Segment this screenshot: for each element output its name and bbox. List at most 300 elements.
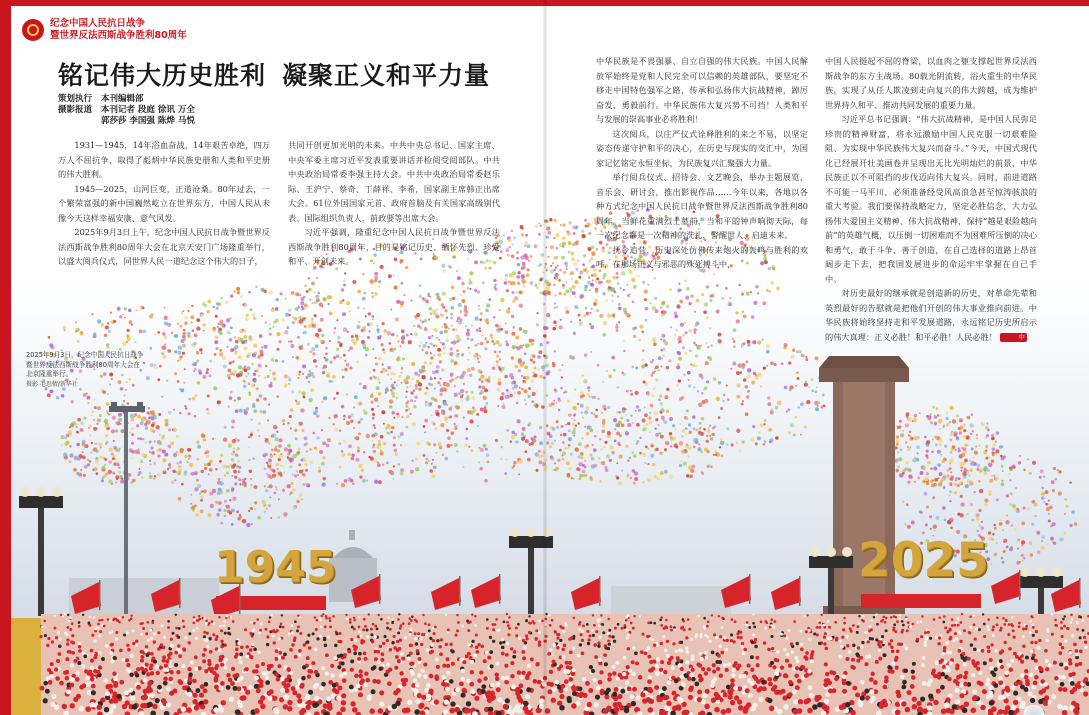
- balloon: [134, 450, 138, 454]
- spectator: [662, 695, 667, 700]
- balloon: [380, 449, 382, 451]
- balloon: [659, 452, 662, 455]
- balloon: [443, 352, 445, 354]
- balloon: [478, 307, 481, 310]
- balloon: [1009, 503, 1012, 506]
- balloon: [766, 344, 770, 348]
- balloon: [122, 342, 126, 346]
- spectator: [449, 679, 454, 684]
- balloon: [571, 418, 573, 420]
- balloon: [518, 369, 521, 372]
- balloon: [654, 427, 656, 429]
- spectator: [147, 639, 150, 642]
- balloon: [563, 256, 565, 258]
- balloon: [477, 425, 479, 427]
- spectator: [456, 629, 459, 632]
- balloon: [372, 348, 374, 350]
- balloon: [223, 437, 227, 441]
- balloon: [131, 428, 133, 430]
- balloon: [259, 394, 263, 398]
- balloon: [663, 348, 666, 351]
- balloon: [149, 451, 151, 453]
- balloon: [238, 365, 242, 369]
- balloon: [616, 329, 619, 332]
- balloon: [230, 348, 234, 352]
- balloon: [411, 300, 413, 302]
- spectator: [820, 614, 822, 616]
- balloon: [636, 440, 639, 443]
- balloon: [983, 451, 987, 455]
- balloon: [590, 266, 592, 268]
- balloon: [139, 468, 141, 470]
- balloon: [477, 290, 480, 293]
- spectator: [277, 664, 281, 668]
- balloon: [433, 423, 436, 426]
- balloon: [141, 417, 145, 421]
- balloon: [500, 298, 504, 302]
- balloon: [185, 407, 187, 409]
- balloon: [795, 385, 797, 387]
- balloon: [607, 431, 611, 435]
- balloon: [960, 495, 963, 498]
- spectator: [551, 698, 556, 703]
- balloon: [445, 330, 447, 332]
- balloon: [811, 390, 813, 392]
- balloon: [368, 330, 370, 332]
- balloon: [937, 477, 939, 479]
- balloon: [184, 368, 186, 370]
- balloon: [180, 450, 184, 454]
- balloon: [296, 471, 298, 473]
- balloon: [791, 355, 795, 359]
- balloon: [623, 350, 625, 352]
- balloon: [736, 429, 740, 433]
- spectator: [1083, 692, 1088, 697]
- spectator: [721, 709, 727, 715]
- balloon: [686, 417, 689, 420]
- spectator: [382, 642, 385, 645]
- balloon: [970, 503, 973, 506]
- balloon: [559, 292, 562, 295]
- balloon: [180, 339, 184, 343]
- balloon: [364, 292, 367, 295]
- balloon: [478, 305, 480, 307]
- balloon: [231, 523, 234, 526]
- spectator: [350, 659, 354, 663]
- balloon: [971, 519, 974, 522]
- balloon: [553, 327, 557, 331]
- balloon: [411, 459, 413, 461]
- balloon: [290, 491, 293, 494]
- balloon: [425, 342, 427, 344]
- balloon: [230, 391, 233, 394]
- balloon: [308, 381, 310, 383]
- balloon: [701, 417, 705, 421]
- spectator: [672, 642, 675, 645]
- balloon: [287, 422, 289, 424]
- balloon: [618, 303, 621, 306]
- balloon: [634, 471, 638, 475]
- balloon: [626, 390, 629, 393]
- spectator: [288, 632, 291, 635]
- spectator: [1034, 641, 1037, 644]
- balloon: [415, 467, 419, 471]
- balloon: [277, 468, 279, 470]
- balloon: [601, 430, 604, 433]
- balloon: [897, 426, 900, 429]
- balloon: [674, 311, 677, 314]
- balloon: [193, 370, 195, 372]
- spectator: [887, 665, 891, 669]
- balloon: [266, 473, 268, 475]
- spectator: [170, 638, 173, 641]
- balloon: [578, 422, 580, 424]
- balloon: [130, 418, 134, 422]
- balloon: [950, 406, 954, 410]
- balloon: [137, 415, 141, 419]
- balloon: [481, 380, 484, 383]
- balloon: [377, 331, 380, 334]
- balloon: [275, 359, 278, 362]
- balloon: [315, 407, 318, 410]
- balloon: [506, 459, 508, 461]
- balloon: [679, 283, 681, 285]
- balloon: [584, 353, 588, 357]
- spectator: [1034, 659, 1038, 663]
- balloon: [312, 302, 314, 304]
- balloon: [770, 281, 774, 285]
- spectator: [989, 666, 993, 670]
- balloon: [303, 308, 305, 310]
- balloon: [939, 472, 943, 476]
- balloon: [411, 362, 415, 366]
- balloon: [913, 418, 917, 422]
- balloon: [565, 391, 568, 394]
- balloon: [486, 379, 490, 383]
- balloon: [566, 461, 570, 465]
- balloon: [662, 301, 665, 304]
- balloon: [401, 340, 405, 344]
- balloon: [282, 360, 285, 363]
- balloon: [753, 372, 756, 375]
- balloon: [413, 324, 416, 327]
- balloon: [429, 362, 432, 365]
- balloon: [250, 308, 253, 311]
- balloon: [474, 344, 477, 347]
- balloon: [352, 482, 355, 485]
- balloon: [1023, 557, 1026, 560]
- spectator: [483, 659, 487, 663]
- balloon: [195, 513, 199, 517]
- balloon: [395, 397, 398, 400]
- balloon: [61, 394, 64, 397]
- spectator: [564, 679, 569, 684]
- balloon: [231, 426, 234, 429]
- balloon: [194, 368, 197, 371]
- balloon: [108, 414, 110, 416]
- balloon: [300, 408, 304, 412]
- balloon: [539, 426, 542, 429]
- balloon: [410, 392, 413, 395]
- spectator: [591, 669, 595, 673]
- spectator: [43, 620, 46, 623]
- flag: [571, 578, 601, 610]
- balloon: [362, 326, 366, 330]
- spectator: [1025, 656, 1029, 660]
- balloon: [252, 457, 255, 460]
- spectator: [187, 667, 191, 671]
- spectator: [991, 628, 994, 631]
- balloon: [422, 297, 425, 300]
- balloon: [341, 450, 344, 453]
- spectator: [890, 639, 893, 642]
- balloon: [795, 416, 798, 419]
- balloon: [1064, 513, 1066, 515]
- balloon: [654, 277, 656, 279]
- balloon: [219, 352, 223, 356]
- lamp-globe: [510, 527, 520, 537]
- balloon: [447, 436, 451, 440]
- balloon: [151, 424, 155, 428]
- spectator: [358, 625, 361, 628]
- balloon: [438, 442, 442, 446]
- balloon: [396, 384, 398, 386]
- balloon: [483, 409, 487, 413]
- balloon: [746, 292, 750, 296]
- balloon: [401, 382, 403, 384]
- balloon: [677, 363, 679, 365]
- spectator: [607, 618, 610, 621]
- balloon: [902, 430, 904, 432]
- balloon: [689, 431, 692, 434]
- balloon: [194, 471, 198, 475]
- balloon: [480, 375, 484, 379]
- balloon: [584, 426, 586, 428]
- balloon: [108, 330, 111, 333]
- balloon: [194, 394, 197, 397]
- spectator: [963, 662, 967, 666]
- spectator: [1051, 613, 1053, 615]
- spectator: [130, 614, 132, 616]
- balloon: [91, 442, 93, 444]
- balloon: [478, 369, 480, 371]
- balloon: [672, 424, 675, 427]
- balloon: [434, 328, 438, 332]
- spectator: [446, 657, 450, 661]
- balloon: [329, 340, 331, 342]
- balloon: [334, 414, 338, 418]
- balloon: [231, 475, 233, 477]
- balloon: [1009, 479, 1011, 481]
- spectator: [723, 663, 727, 667]
- balloon: [538, 460, 542, 464]
- spectator: [327, 635, 330, 638]
- spectator: [1003, 623, 1006, 626]
- spectator: [353, 651, 357, 655]
- balloon: [977, 530, 979, 532]
- spectator: [1025, 682, 1030, 687]
- balloon: [469, 278, 472, 281]
- balloon: [443, 401, 447, 405]
- balloon: [562, 284, 565, 287]
- balloon: [475, 317, 479, 321]
- flag: [721, 576, 751, 608]
- balloon: [1017, 538, 1020, 541]
- balloon: [378, 480, 382, 484]
- balloon: [907, 418, 911, 422]
- balloon: [246, 407, 249, 410]
- balloon: [210, 504, 214, 508]
- balloon: [944, 444, 947, 447]
- spectator: [415, 698, 420, 703]
- balloon: [76, 426, 78, 428]
- balloon: [266, 508, 268, 510]
- balloon: [718, 339, 722, 343]
- spectator: [447, 628, 450, 631]
- balloon: [146, 421, 148, 423]
- balloon: [383, 423, 385, 425]
- spectator: [206, 645, 210, 649]
- balloon: [611, 287, 615, 291]
- spectator: [145, 632, 148, 635]
- balloon: [306, 442, 309, 445]
- spectator: [612, 671, 616, 675]
- balloon: [516, 275, 520, 279]
- balloon: [927, 461, 931, 465]
- balloon: [592, 279, 594, 281]
- balloon: [362, 273, 365, 276]
- balloon: [83, 393, 87, 397]
- balloon: [1041, 536, 1045, 540]
- spectator: [400, 624, 403, 627]
- balloon: [148, 417, 151, 420]
- balloon: [528, 422, 531, 425]
- balloon: [269, 333, 272, 336]
- balloon: [696, 299, 700, 303]
- spectator: [287, 700, 292, 705]
- balloon: [419, 295, 422, 298]
- balloon: [95, 457, 98, 460]
- spectator: [497, 697, 502, 702]
- balloon: [538, 350, 542, 354]
- spectator: [972, 661, 976, 665]
- balloon: [823, 404, 826, 407]
- balloon: [248, 392, 251, 395]
- balloon: [250, 436, 252, 438]
- spectator: [79, 706, 85, 712]
- balloon: [471, 449, 474, 452]
- balloon: [553, 237, 555, 239]
- balloon: [292, 316, 295, 319]
- balloon: [538, 233, 541, 236]
- balloon: [984, 503, 987, 506]
- balloon: [479, 355, 481, 357]
- spectator: [46, 676, 51, 681]
- balloon: [258, 435, 260, 437]
- balloon: [189, 455, 192, 458]
- balloon: [558, 409, 560, 411]
- balloon: [76, 443, 80, 447]
- balloon: [638, 339, 641, 342]
- lamp-head: [809, 556, 853, 568]
- balloon: [241, 341, 244, 344]
- balloon: [608, 374, 612, 378]
- balloon: [496, 360, 499, 363]
- balloon: [568, 241, 572, 245]
- balloon: [532, 392, 536, 396]
- spectator: [53, 614, 55, 616]
- lamp-globe: [826, 547, 836, 557]
- balloon: [378, 280, 381, 283]
- spectator: [893, 623, 896, 626]
- balloon: [252, 405, 255, 408]
- balloon: [963, 429, 966, 432]
- spectator: [1082, 629, 1085, 632]
- balloon: [417, 324, 421, 328]
- balloon: [495, 324, 499, 328]
- spectator: [804, 615, 806, 617]
- balloon: [184, 321, 188, 325]
- balloon: [387, 366, 391, 370]
- balloon: [264, 468, 267, 471]
- balloon: [896, 439, 900, 443]
- balloon: [371, 315, 374, 318]
- balloon: [174, 479, 176, 481]
- balloon: [524, 450, 527, 453]
- balloon: [124, 317, 126, 319]
- spectator: [206, 632, 209, 635]
- balloon: [585, 270, 589, 274]
- balloon: [909, 435, 912, 438]
- balloon: [571, 252, 575, 256]
- balloon: [747, 368, 751, 372]
- balloon: [960, 502, 964, 506]
- spectator: [312, 632, 315, 635]
- balloon: [699, 422, 702, 425]
- balloon: [491, 340, 494, 343]
- balloon: [371, 393, 373, 395]
- balloon: [302, 373, 304, 375]
- spectator: [1034, 666, 1038, 670]
- balloon: [926, 472, 928, 474]
- spectator: [767, 648, 771, 652]
- balloon: [188, 398, 191, 401]
- spectator: [896, 620, 899, 623]
- balloon: [246, 314, 249, 317]
- balloon: [369, 377, 372, 380]
- balloon: [165, 453, 169, 457]
- balloon: [302, 391, 306, 395]
- balloon: [656, 448, 659, 451]
- balloon: [253, 317, 256, 320]
- balloon: [77, 457, 81, 461]
- balloon: [450, 316, 453, 319]
- spectator: [633, 615, 635, 617]
- spectator: [687, 618, 690, 621]
- balloon: [68, 430, 72, 434]
- balloon: [660, 435, 664, 439]
- balloon: [584, 285, 588, 289]
- balloon: [400, 282, 403, 285]
- balloon: [479, 392, 481, 394]
- balloon: [465, 444, 468, 447]
- balloon: [636, 405, 639, 408]
- balloon: [430, 402, 432, 404]
- balloon: [1069, 524, 1072, 527]
- balloon: [106, 402, 109, 405]
- balloon: [196, 479, 199, 482]
- balloon: [312, 352, 315, 355]
